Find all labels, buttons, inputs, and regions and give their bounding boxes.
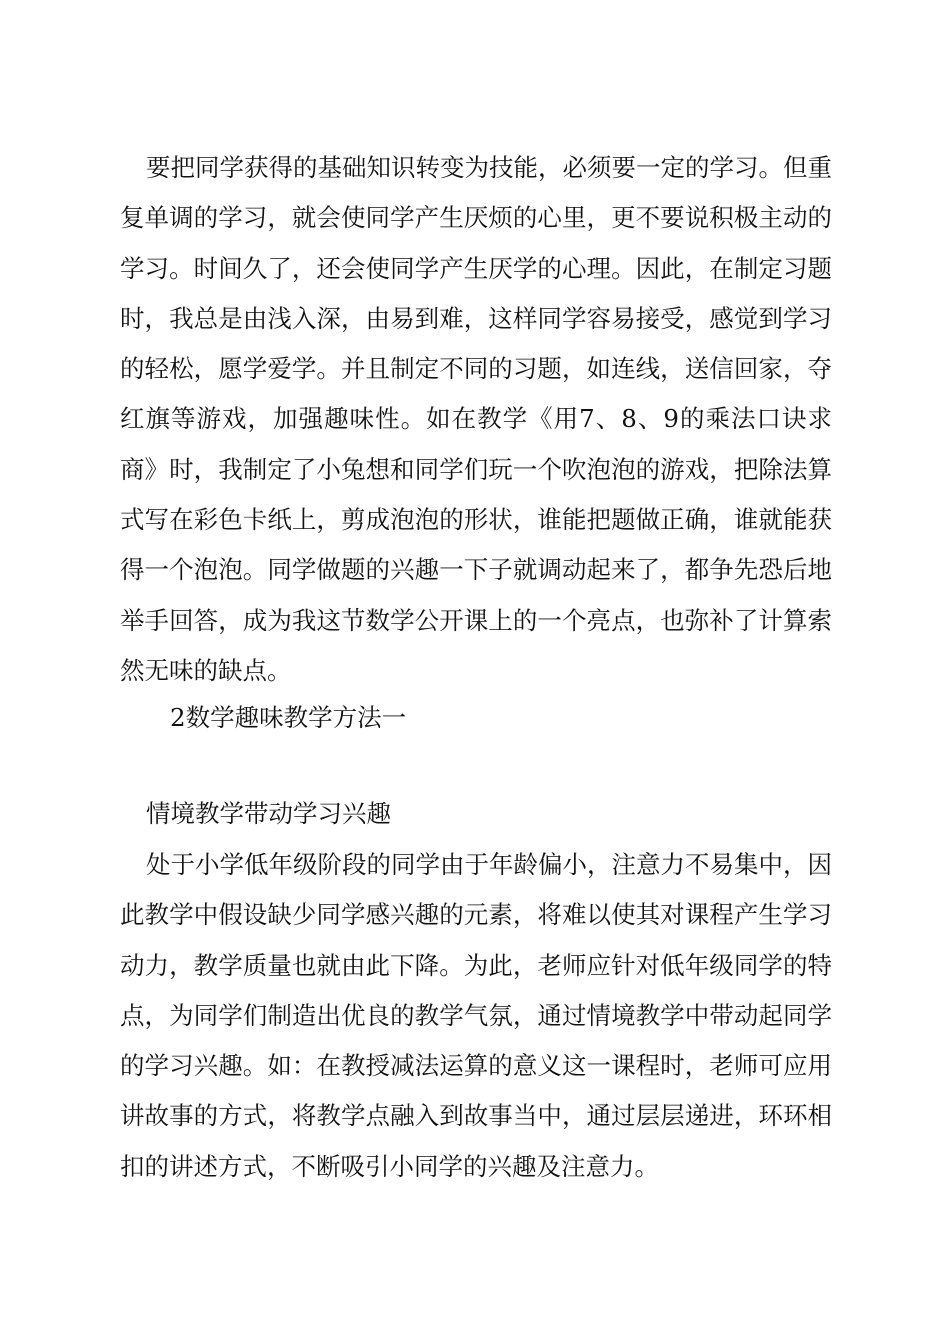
body-paragraph: 处于小学低年级阶段的同学由于年龄偏小，注意力不易集中，因此教学中假设缺少同学感兴趣的元素，将难以使其对课程产生学习动力，教学质量也就由此下降。为此，老师应针对低年级同学的特点，为同学们制造出优良的教学气氛，通过情境教学中带动起同学的学习兴趣。如：在教授减法运算的意义这一课程时，老师可应用讲故事的方式，将教学点融入到故事当中，通过层层递进，环环相扣的讲述方式，不断吸引小同学的兴趣及注意力。	[120, 850, 832, 1181]
body-paragraph: 要把同学获得的基础知识转变为技能，必须要一定的学习。但重复单调的学习，就会使同学产生厌烦的心里，更不要说积极主动的学习。时间久了，还会使同学产生厌学的心理。因此，在制定习题时，我总是由浅入深，由易到难，这样同学容易接受，感觉到学习的轻松，愿学爱学。并且制定不同的习题，如连线，送信回家，夺红旗等游戏，加强趣味性。如在教学《用7、8、9的乘法口诀求商》时，我制定了小兔想和同学们玩一个吹泡泡的游戏，把除法算式写在彩色卡纸上，剪成泡泡的形状，谁能把题做正确，谁就能获得一个泡泡。同学做题的兴趣一下子就调动起来了，都争先恐后地举手回答，成为我这节数学公开课上的一个亮点，也弥补了计算索然无味的缺点。	[120, 153, 832, 685]
section-heading: 2数学趣味教学方法一	[170, 703, 407, 732]
subheading: 情境教学带动学习兴趣	[146, 799, 391, 828]
